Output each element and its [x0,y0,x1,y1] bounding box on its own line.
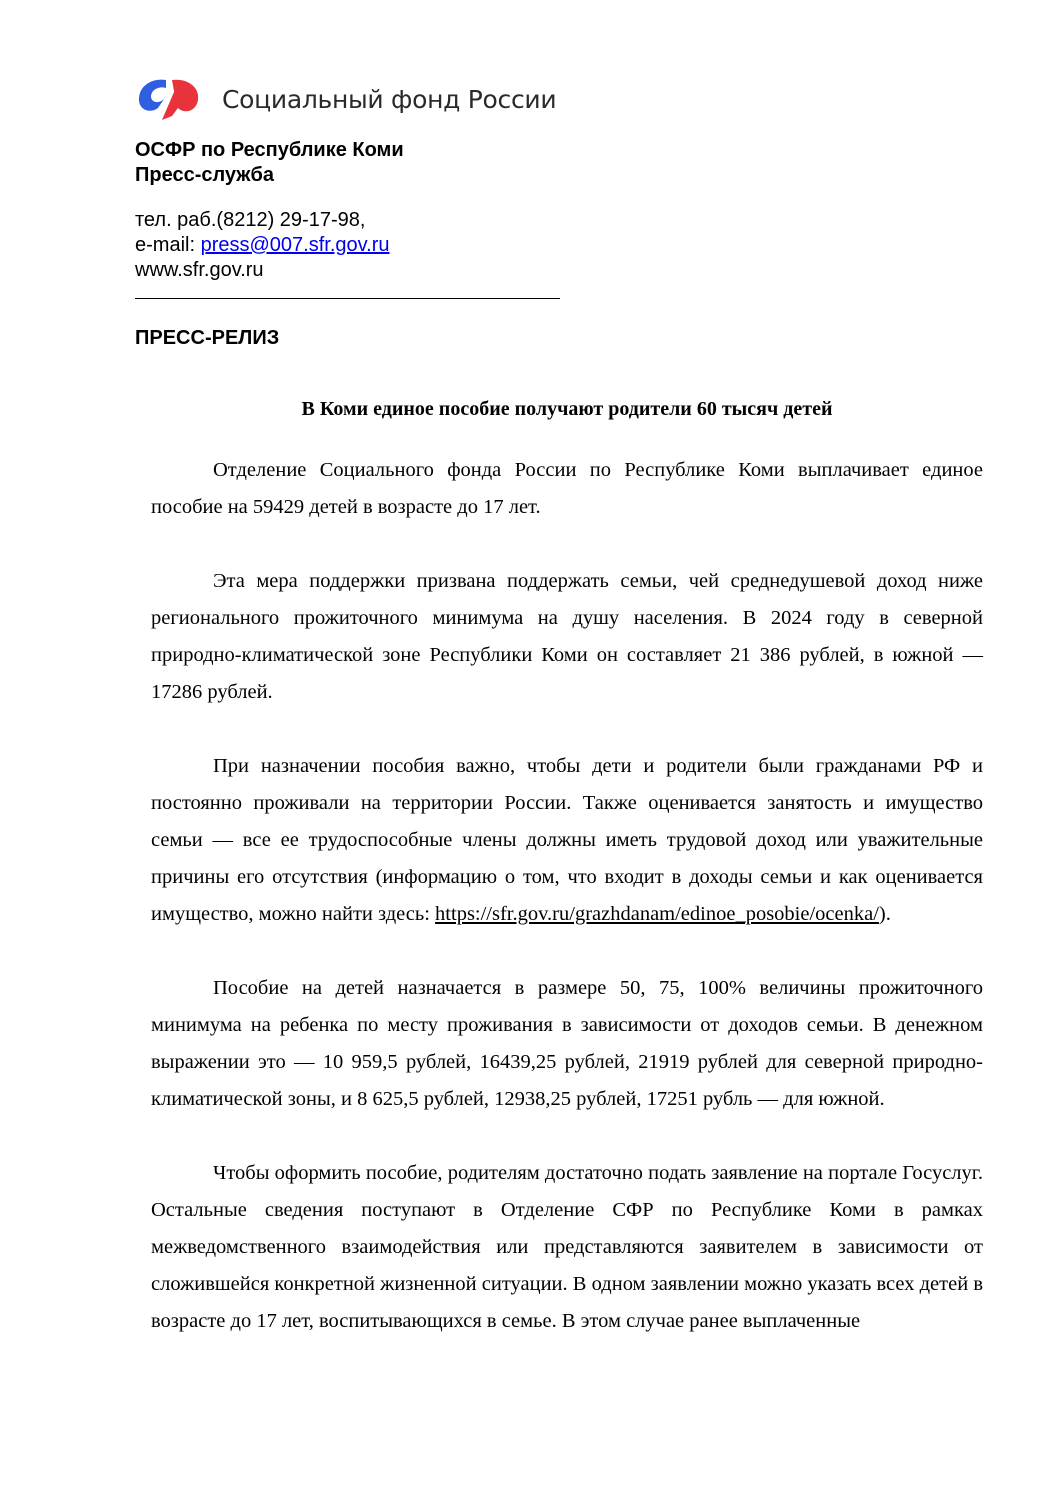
sfr-logo [136,74,556,124]
ocenka-link[interactable]: https://sfr.gov.ru/grazhdanam/edinoe_posobie/ocenka/ [435,903,879,925]
paragraph-text: ). [878,903,891,925]
paragraph: Отделение Социального фонда России по Республике Коми выплачивает единое пособие на 59429 детей в возрасте до 17 лет. [151,459,983,518]
paragraph: Пособие на детей назначается в размере 50, 75, 100% величины прожиточного минимума на ребенка по месту проживания в зависимости от доходов семьи. В денежном выражении это — 10 959,5 рублей, 16439,25 рублей, 21919 рублей для северной природно-климатической зоны, и 8 625,5 рублей, 12938,25 рублей, 17251 рубль — для южной. [151,977,983,1110]
org-name: ОСФР по Республике Коми [135,139,404,161]
doc-type: ПРЕСС-РЕЛИЗ [135,327,280,349]
press-service: Пресс-служба [135,164,274,186]
contacts [135,208,389,283]
logo-text: Социальный фонд России [222,84,557,114]
divider [135,298,560,299]
press-release-body [151,452,983,1377]
phone: тел. раб.(8212) 29-17-98, [135,209,366,231]
sfr-logo-icon [136,74,202,124]
email-link[interactable]: press@007.sfr.gov.ru [200,234,390,256]
paragraph-text: При назначении пособия важно, чтобы дети и родители были гражданами РФ и постоянно проживали на территории России. Также оценивается занятость и имущество семьи — все ее трудоспособные члены должны иметь трудовой доход или уважительные причины его отсутствия (информацию о том, что входит в доходы семьи и как оценивается имущество, можно найти здесь: [151,755,983,925]
paragraph [151,748,983,933]
email-label: e-mail: [135,234,201,256]
press-release-title: В Коми единое пособие получают родители 60 тысяч детей [301,398,833,420]
paragraph: Чтобы оформить пособие, родителям достаточно подать заявление на портале Госуслуг. Остальные сведения поступают в Отделение СФР по Республике Коми в рамках межведомственного взаимодействия или представляются заявителем в зависимости от сложившейся конкретной жизненной ситуации. В одном заявлении можно указать всех детей в возрасте до 17 лет, воспитывающихся в семье. В этом случае ранее выплаченные [151,1162,983,1332]
paragraph: Эта мера поддержки призвана поддержать семьи, чей среднедушевой доход ниже регионального прожиточного минимума на душу населения. В 2024 году в северной природно-климатической зоне Республики Коми он составляет 21 386 рублей, в южной — 17286 рублей. [151,570,983,703]
website: www.sfr.gov.ru [135,259,264,281]
organization [135,138,404,188]
